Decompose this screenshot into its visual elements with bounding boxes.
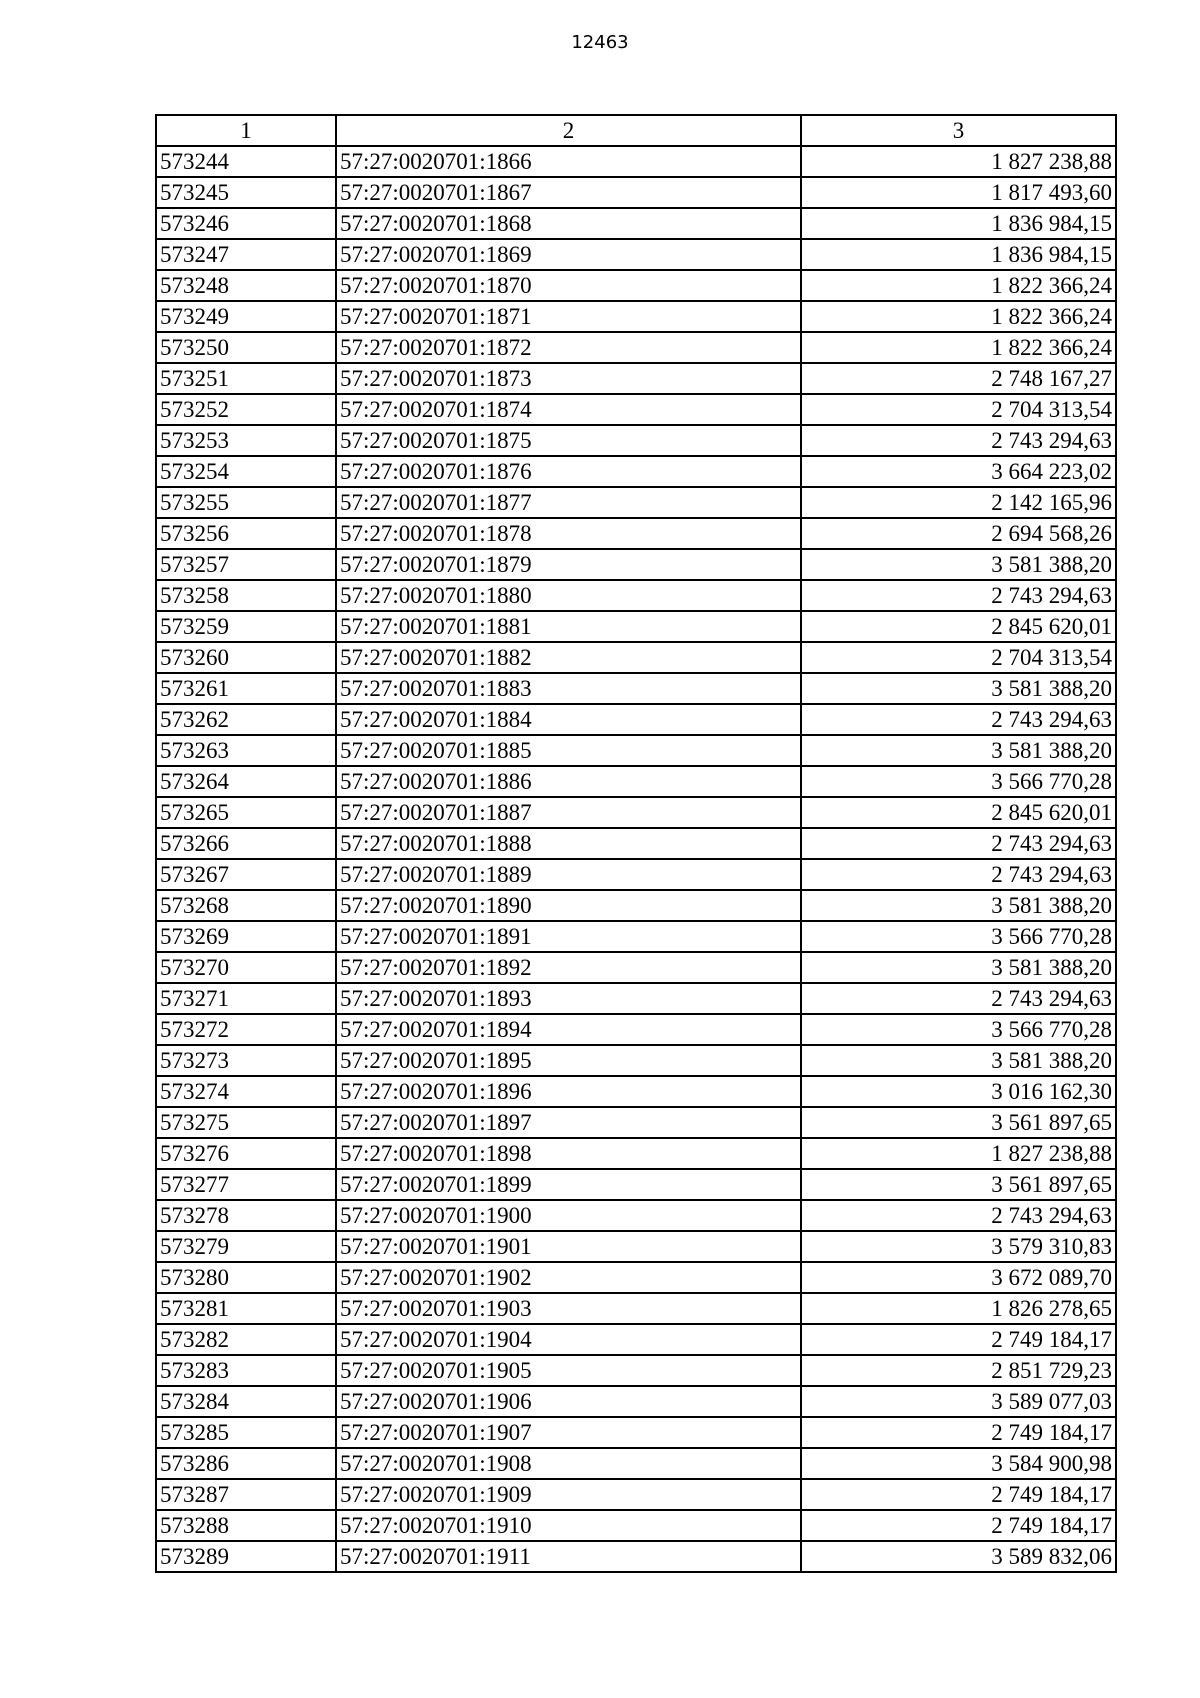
row-number-cell: 573257 — [156, 549, 336, 580]
table-row — [156, 859, 1116, 890]
table-row — [156, 208, 1116, 239]
cadastral-number-cell: 57:27:0020701:1901 — [336, 1231, 801, 1262]
value-cell: 2 749 184,17 — [801, 1479, 1116, 1510]
cadastral-value-table — [155, 114, 1117, 1573]
value-cell: 3 561 897,65 — [801, 1169, 1116, 1200]
value-cell: 3 581 388,20 — [801, 673, 1116, 704]
table-row — [156, 952, 1116, 983]
cadastral-number-cell: 57:27:0020701:1905 — [336, 1355, 801, 1386]
row-number-cell: 573247 — [156, 239, 336, 270]
table-row — [156, 890, 1116, 921]
table-row — [156, 1169, 1116, 1200]
row-number-cell: 573279 — [156, 1231, 336, 1262]
cadastral-number-cell: 57:27:0020701:1899 — [336, 1169, 801, 1200]
row-number-cell: 573266 — [156, 828, 336, 859]
table-row — [156, 766, 1116, 797]
value-cell: 3 581 388,20 — [801, 952, 1116, 983]
cadastral-number-cell: 57:27:0020701:1879 — [336, 549, 801, 580]
cadastral-number-cell: 57:27:0020701:1885 — [336, 735, 801, 766]
cadastral-number-cell: 57:27:0020701:1908 — [336, 1448, 801, 1479]
row-number-cell: 573287 — [156, 1479, 336, 1510]
table-row — [156, 921, 1116, 952]
row-number-cell: 573255 — [156, 487, 336, 518]
value-cell: 3 016 162,30 — [801, 1076, 1116, 1107]
table-row — [156, 177, 1116, 208]
value-cell: 2 749 184,17 — [801, 1417, 1116, 1448]
row-number-cell: 573282 — [156, 1324, 336, 1355]
cadastral-number-cell: 57:27:0020701:1883 — [336, 673, 801, 704]
table-row — [156, 828, 1116, 859]
table-row — [156, 735, 1116, 766]
cadastral-number-cell: 57:27:0020701:1903 — [336, 1293, 801, 1324]
value-cell: 2 749 184,17 — [801, 1324, 1116, 1355]
cadastral-number-cell: 57:27:0020701:1870 — [336, 270, 801, 301]
table-row — [156, 1355, 1116, 1386]
cadastral-number-cell: 57:27:0020701:1910 — [336, 1510, 801, 1541]
value-cell: 2 743 294,63 — [801, 704, 1116, 735]
cadastral-number-cell: 57:27:0020701:1882 — [336, 642, 801, 673]
table-row — [156, 146, 1116, 177]
row-number-cell: 573262 — [156, 704, 336, 735]
cadastral-number-cell: 57:27:0020701:1895 — [336, 1045, 801, 1076]
table-row — [156, 1417, 1116, 1448]
cadastral-number-cell: 57:27:0020701:1878 — [336, 518, 801, 549]
table-row — [156, 332, 1116, 363]
cadastral-number-cell: 57:27:0020701:1871 — [336, 301, 801, 332]
row-number-cell: 573274 — [156, 1076, 336, 1107]
column-header-2: 2 — [336, 115, 801, 146]
cadastral-number-cell: 57:27:0020701:1892 — [336, 952, 801, 983]
value-cell: 3 584 900,98 — [801, 1448, 1116, 1479]
row-number-cell: 573264 — [156, 766, 336, 797]
row-number-cell: 573258 — [156, 580, 336, 611]
table-row — [156, 518, 1116, 549]
cadastral-number-cell: 57:27:0020701:1868 — [336, 208, 801, 239]
row-number-cell: 573275 — [156, 1107, 336, 1138]
cadastral-number-cell: 57:27:0020701:1909 — [336, 1479, 801, 1510]
value-cell: 3 566 770,28 — [801, 1014, 1116, 1045]
cadastral-number-cell: 57:27:0020701:1896 — [336, 1076, 801, 1107]
cadastral-number-cell: 57:27:0020701:1867 — [336, 177, 801, 208]
value-cell: 1 827 238,88 — [801, 1138, 1116, 1169]
value-cell: 2 704 313,54 — [801, 394, 1116, 425]
cadastral-number-cell: 57:27:0020701:1886 — [336, 766, 801, 797]
table-row — [156, 1541, 1116, 1572]
value-cell: 3 561 897,65 — [801, 1107, 1116, 1138]
cadastral-number-cell: 57:27:0020701:1906 — [336, 1386, 801, 1417]
row-number-cell: 573271 — [156, 983, 336, 1014]
row-number-cell: 573256 — [156, 518, 336, 549]
row-number-cell: 573278 — [156, 1200, 336, 1231]
table-row — [156, 1448, 1116, 1479]
row-number-cell: 573270 — [156, 952, 336, 983]
row-number-cell: 573246 — [156, 208, 336, 239]
value-cell: 3 664 223,02 — [801, 456, 1116, 487]
cadastral-number-cell: 57:27:0020701:1902 — [336, 1262, 801, 1293]
table-row — [156, 301, 1116, 332]
table-row — [156, 363, 1116, 394]
table-row — [156, 1324, 1116, 1355]
cadastral-number-cell: 57:27:0020701:1890 — [336, 890, 801, 921]
row-number-cell: 573284 — [156, 1386, 336, 1417]
value-cell: 2 743 294,63 — [801, 425, 1116, 456]
value-cell: 1 822 366,24 — [801, 270, 1116, 301]
value-cell: 3 566 770,28 — [801, 921, 1116, 952]
row-number-cell: 573281 — [156, 1293, 336, 1324]
table-row — [156, 270, 1116, 301]
cadastral-number-cell: 57:27:0020701:1900 — [336, 1200, 801, 1231]
table-row — [156, 1479, 1116, 1510]
table-row — [156, 580, 1116, 611]
table-row — [156, 1262, 1116, 1293]
row-number-cell: 573245 — [156, 177, 336, 208]
row-number-cell: 573248 — [156, 270, 336, 301]
value-cell: 3 581 388,20 — [801, 735, 1116, 766]
table-row — [156, 1138, 1116, 1169]
value-cell: 1 822 366,24 — [801, 301, 1116, 332]
value-cell: 3 581 388,20 — [801, 1045, 1116, 1076]
table-row — [156, 1386, 1116, 1417]
table-row — [156, 642, 1116, 673]
row-number-cell: 573272 — [156, 1014, 336, 1045]
table-row — [156, 239, 1116, 270]
table-row — [156, 425, 1116, 456]
value-cell: 1 836 984,15 — [801, 208, 1116, 239]
cadastral-number-cell: 57:27:0020701:1874 — [336, 394, 801, 425]
value-cell: 2 845 620,01 — [801, 611, 1116, 642]
value-cell: 2 743 294,63 — [801, 859, 1116, 890]
cadastral-number-cell: 57:27:0020701:1888 — [336, 828, 801, 859]
row-number-cell: 573260 — [156, 642, 336, 673]
value-cell: 3 579 310,83 — [801, 1231, 1116, 1262]
cadastral-number-cell: 57:27:0020701:1887 — [336, 797, 801, 828]
cadastral-number-cell: 57:27:0020701:1873 — [336, 363, 801, 394]
cadastral-number-cell: 57:27:0020701:1866 — [336, 146, 801, 177]
value-cell: 1 817 493,60 — [801, 177, 1116, 208]
page-number: 12463 — [571, 32, 629, 53]
table-row — [156, 1293, 1116, 1324]
cadastral-number-cell: 57:27:0020701:1893 — [336, 983, 801, 1014]
row-number-cell: 573283 — [156, 1355, 336, 1386]
table-row — [156, 611, 1116, 642]
row-number-cell: 573252 — [156, 394, 336, 425]
cadastral-number-cell: 57:27:0020701:1904 — [336, 1324, 801, 1355]
row-number-cell: 573289 — [156, 1541, 336, 1572]
row-number-cell: 573280 — [156, 1262, 336, 1293]
row-number-cell: 573277 — [156, 1169, 336, 1200]
table-row — [156, 487, 1116, 518]
value-cell: 3 589 832,06 — [801, 1541, 1116, 1572]
value-cell: 2 743 294,63 — [801, 580, 1116, 611]
row-number-cell: 573244 — [156, 146, 336, 177]
value-cell: 3 672 089,70 — [801, 1262, 1116, 1293]
table-row — [156, 549, 1116, 580]
table-row — [156, 1076, 1116, 1107]
column-header-3: 3 — [801, 115, 1116, 146]
value-cell: 3 566 770,28 — [801, 766, 1116, 797]
cadastral-number-cell: 57:27:0020701:1889 — [336, 859, 801, 890]
row-number-cell: 573288 — [156, 1510, 336, 1541]
value-cell: 2 851 729,23 — [801, 1355, 1116, 1386]
row-number-cell: 573276 — [156, 1138, 336, 1169]
value-cell: 1 827 238,88 — [801, 146, 1116, 177]
table-row — [156, 394, 1116, 425]
row-number-cell: 573263 — [156, 735, 336, 766]
cadastral-number-cell: 57:27:0020701:1897 — [336, 1107, 801, 1138]
cadastral-number-cell: 57:27:0020701:1877 — [336, 487, 801, 518]
table-header-row — [156, 115, 1116, 146]
cadastral-number-cell: 57:27:0020701:1881 — [336, 611, 801, 642]
table-row — [156, 456, 1116, 487]
row-number-cell: 573261 — [156, 673, 336, 704]
value-cell: 2 845 620,01 — [801, 797, 1116, 828]
value-cell: 2 749 184,17 — [801, 1510, 1116, 1541]
value-cell: 3 589 077,03 — [801, 1386, 1116, 1417]
value-cell: 2 694 568,26 — [801, 518, 1116, 549]
table-row — [156, 1014, 1116, 1045]
table-row — [156, 1200, 1116, 1231]
value-cell: 3 581 388,20 — [801, 549, 1116, 580]
value-cell: 2 743 294,63 — [801, 1200, 1116, 1231]
cadastral-number-cell: 57:27:0020701:1891 — [336, 921, 801, 952]
cadastral-number-cell: 57:27:0020701:1898 — [336, 1138, 801, 1169]
table-row — [156, 797, 1116, 828]
row-number-cell: 573259 — [156, 611, 336, 642]
table-body — [156, 146, 1116, 1572]
value-cell: 1 826 278,65 — [801, 1293, 1116, 1324]
cadastral-number-cell: 57:27:0020701:1911 — [336, 1541, 801, 1572]
value-cell: 1 836 984,15 — [801, 239, 1116, 270]
cadastral-number-cell: 57:27:0020701:1876 — [336, 456, 801, 487]
value-cell: 2 142 165,96 — [801, 487, 1116, 518]
value-cell: 2 704 313,54 — [801, 642, 1116, 673]
row-number-cell: 573273 — [156, 1045, 336, 1076]
cadastral-number-cell: 57:27:0020701:1884 — [336, 704, 801, 735]
value-cell: 2 743 294,63 — [801, 828, 1116, 859]
row-number-cell: 573251 — [156, 363, 336, 394]
row-number-cell: 573269 — [156, 921, 336, 952]
value-cell: 2 743 294,63 — [801, 983, 1116, 1014]
table-row — [156, 1107, 1116, 1138]
value-cell: 3 581 388,20 — [801, 890, 1116, 921]
cadastral-number-cell: 57:27:0020701:1880 — [336, 580, 801, 611]
row-number-cell: 573250 — [156, 332, 336, 363]
row-number-cell: 573267 — [156, 859, 336, 890]
row-number-cell: 573268 — [156, 890, 336, 921]
value-cell: 1 822 366,24 — [801, 332, 1116, 363]
cadastral-number-cell: 57:27:0020701:1894 — [336, 1014, 801, 1045]
cadastral-number-cell: 57:27:0020701:1875 — [336, 425, 801, 456]
table-row — [156, 704, 1116, 735]
row-number-cell: 573253 — [156, 425, 336, 456]
cadastral-number-cell: 57:27:0020701:1869 — [336, 239, 801, 270]
table-row — [156, 1231, 1116, 1262]
table-row — [156, 1045, 1116, 1076]
row-number-cell: 573254 — [156, 456, 336, 487]
value-cell: 2 748 167,27 — [801, 363, 1116, 394]
row-number-cell: 573265 — [156, 797, 336, 828]
cadastral-number-cell: 57:27:0020701:1907 — [336, 1417, 801, 1448]
row-number-cell: 573249 — [156, 301, 336, 332]
cadastral-number-cell: 57:27:0020701:1872 — [336, 332, 801, 363]
row-number-cell: 573285 — [156, 1417, 336, 1448]
table-row — [156, 673, 1116, 704]
row-number-cell: 573286 — [156, 1448, 336, 1479]
table-row — [156, 1510, 1116, 1541]
column-header-1: 1 — [156, 115, 336, 146]
table-row — [156, 983, 1116, 1014]
